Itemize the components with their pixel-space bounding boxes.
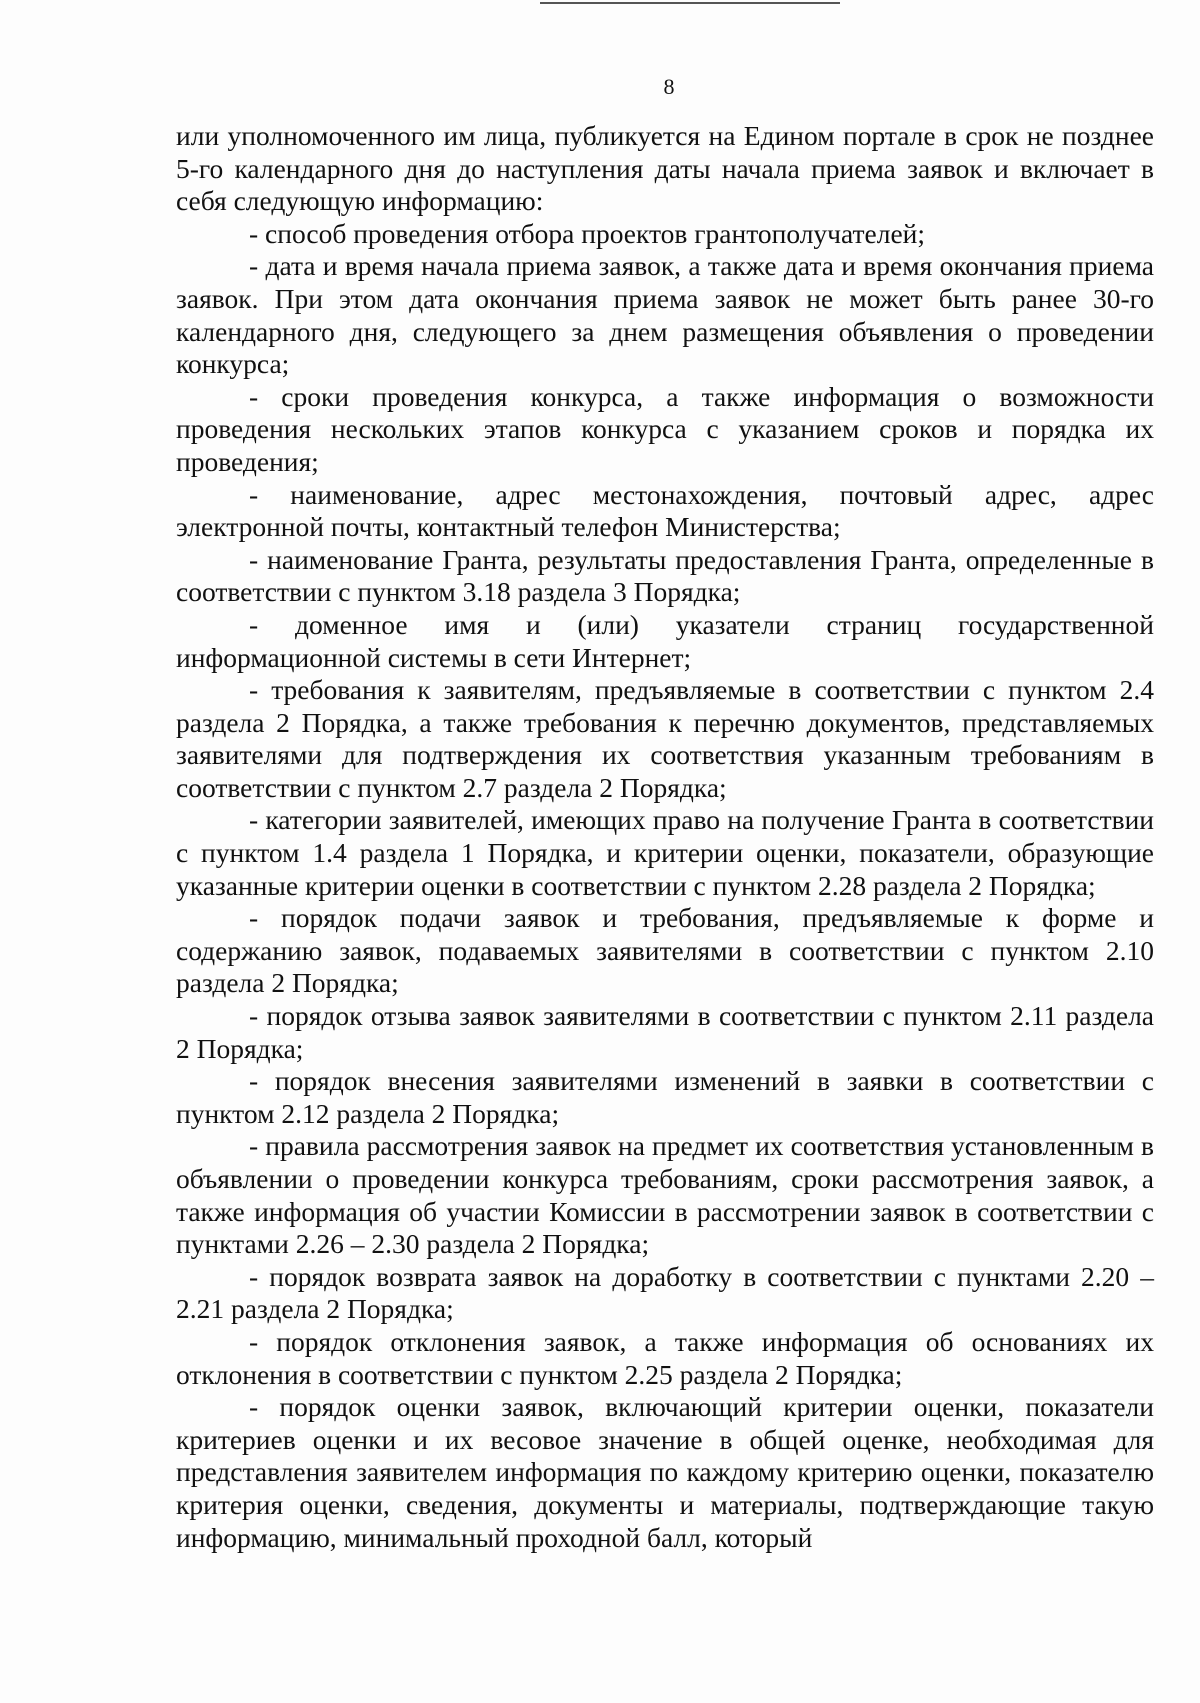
list-item: - доменное имя и (или) указатели страниц государственной информационной системы в сети Интернет; — [176, 608, 1154, 673]
list-item: - порядок оценки заявок, включающий критерии оценки, показатели критериев оценки и их весовое значение в общей оценке, необходимая для представления заявителем информация по каждому критерию оценки, показателю критерия оценки, сведения, документы и материалы, подтверждающие такую информацию, минимальный проходной балл, который — [176, 1391, 1154, 1553]
list-item: - сроки проведения конкурса, а также информация о возможности проведения нескольких этапов конкурса с указанием сроков и порядка их проведения; — [176, 380, 1154, 477]
list-item: - порядок внесения заявителями изменений в заявки в соответствии с пунктом 2.12 раздела 2 Порядка; — [176, 1065, 1154, 1129]
list-item: - правила рассмотрения заявок на предмет их соответствия установленным в объявлении о проведении конкурса требованиям, сроки рассмотрения заявок, а также информация об участии Комиссии в рассмотрении заявок в соответствии с пунктами 2.26 – 2.30 раздела 2 Порядка; — [176, 1130, 1154, 1260]
list-item: - требования к заявителям, предъявляемые в соответствии с пунктом 2.4 раздела 2 Порядка, а также требования к перечню документов, представляемых заявителями для подтверждения их соответствия указанным требованиям в соответствии с пунктом 2.7 раздела 2 Порядка; — [176, 674, 1154, 803]
list-item: - способ проведения отбора проектов грантополучателей; — [249, 217, 926, 249]
document-body — [176, 120, 1154, 1554]
list-item: - наименование Гранта, результаты предоставления Гранта, определенные в соответствии с пунктом 3.18 раздела 3 Порядка; — [176, 543, 1154, 608]
list-item: - порядок подачи заявок и требования, предъявляемые к форме и содержанию заявок, подаваемых заявителями в соответствии с пунктом 2.10 раздела 2 Порядка; — [176, 902, 1154, 999]
list-item: - дата и время начала приема заявок, а также дата и время окончания приема заявок. При этом дата окончания приема заявок не может быть ранее 30-го календарного дня, следующего за днем размещения объявления о проведении конкурса; — [176, 250, 1154, 380]
top-rule — [540, 2, 840, 4]
paragraph-intro: или уполномоченного им лица, публикуется на Едином портале в срок не позднее 5-го календарного дня до наступления даты начала приема заявок и включает в себя следующую информацию: — [176, 120, 1154, 217]
page-number: 8 — [663, 74, 675, 99]
list-item: - порядок отзыва заявок заявителями в соответствии с пунктом 2.11 раздела 2 Порядка; — [176, 1000, 1154, 1064]
list-item: - порядок отклонения заявок, а также информация об основаниях их отклонения в соответствии с пунктом 2.25 раздела 2 Порядка; — [176, 1325, 1154, 1390]
list-item: - порядок возврата заявок на доработку в соответствии с пунктами 2.20 – 2.21 раздела 2 Порядка; — [176, 1260, 1154, 1325]
list-item: - наименование, адрес местонахождения, почтовый адрес, адрес электронной почты, контактный телефон Министерства; — [176, 478, 1154, 543]
list-item: - категории заявителей, имеющих право на получение Гранта в соответствии с пунктом 1.4 раздела 1 Порядка, и критерии оценки, показатели, образующие указанные критерии оценки в соответствии с пунктом 2.28 раздела 2 Порядка; — [176, 804, 1154, 901]
